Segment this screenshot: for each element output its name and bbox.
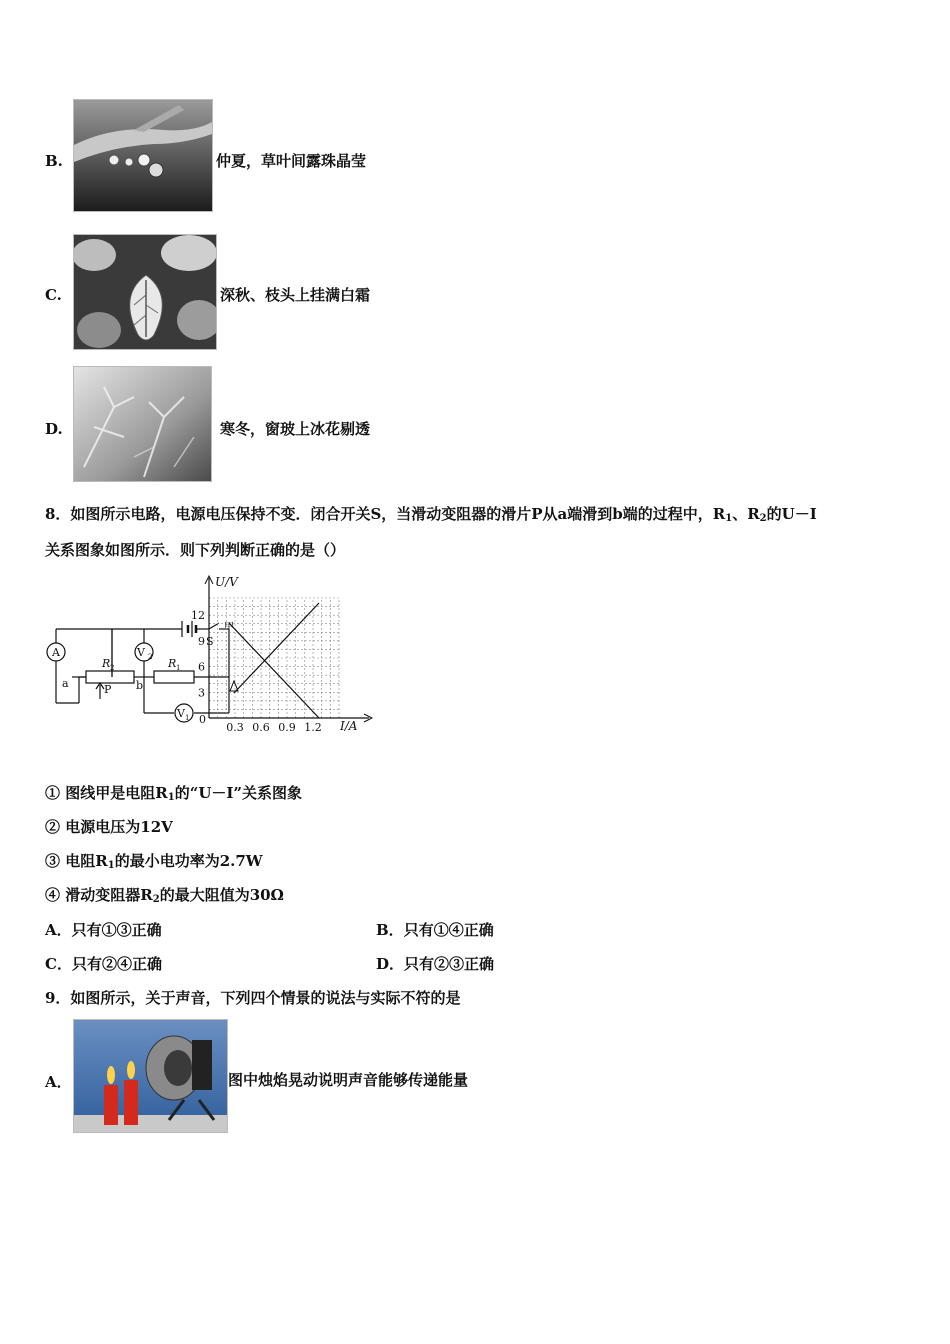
x-tick-label: 0.3 <box>226 721 244 734</box>
q9-stem: 9．如图所示，关于声音，下列四个情景的说法与实际不符的是 <box>45 989 461 1007</box>
end-a-label: a <box>62 677 69 690</box>
x-tick-label: 0.6 <box>252 721 270 734</box>
line-jia <box>229 623 319 718</box>
frost-on-leaves-photo <box>73 234 217 350</box>
choice-b[interactable]: B．只有①④正确 <box>376 921 494 939</box>
choice-c[interactable]: C．只有②④正确 <box>45 955 162 973</box>
origin-label: 0 <box>199 713 206 726</box>
switch-label: S <box>206 635 214 648</box>
y-tick-label: 3 <box>198 686 205 700</box>
x-tick-label: 0.9 <box>278 721 296 734</box>
option-d-text: 寒冬，窗玻上冰花剔透 <box>220 420 371 438</box>
circuit-labels <box>51 635 214 722</box>
line-yi <box>234 603 319 693</box>
choice-a[interactable]: A．只有①③正确 <box>45 921 162 939</box>
y-tick-label: 9 <box>198 634 205 648</box>
x-tick-label: 1.2 <box>304 721 322 734</box>
statement-2: ② 电源电压为12V <box>45 818 173 836</box>
q8-stem-line1: 8．如图所示电路，电源电压保持不变．闭合开关S，当滑动变阻器的滑片P从a端滑到b端的过程中，$R_1$、$R_2$的U－I <box>45 505 817 524</box>
statement-1: ① 图线甲是电阻$R_1$的“U－I”关系图象 <box>45 784 303 803</box>
r2-sub: 2 <box>110 664 115 672</box>
option-b-letter: B. <box>45 152 63 170</box>
dew-drops-on-grass-photo <box>73 99 213 212</box>
r1-sub: 1 <box>176 664 181 672</box>
y-tick-label: 12 <box>191 609 205 623</box>
v2-label: V <box>137 646 145 659</box>
q8-figure <box>44 573 374 743</box>
option-c-text: 深秋、枝头上挂满白霜 <box>220 286 371 304</box>
r1-label: R <box>168 657 177 670</box>
y-tick-label: 6 <box>198 660 205 674</box>
option-b-text: 仲夏，草叶间露珠晶莹 <box>216 152 367 170</box>
end-b-label: b <box>136 679 144 692</box>
v2-sub: 2 <box>148 653 153 661</box>
statement-4: ④ 滑动变阻器$R_2$的最大阻值为30Ω <box>45 886 284 905</box>
candles-and-speaker-photo <box>73 1019 228 1133</box>
q9-option-a-letter: A． <box>45 1073 72 1091</box>
v1-label: V <box>177 707 185 720</box>
slider-p-label: P <box>104 683 112 696</box>
x-axis-label: I/A <box>340 719 358 733</box>
q8-stem-line2: 关系图象如图所示．则下列判断正确的是（） <box>45 541 346 559</box>
q9-option-a-text: 图中烛焰晃动说明声音能够传递能量 <box>228 1071 469 1089</box>
ice-flowers-on-window-photo <box>73 366 212 482</box>
choice-d[interactable]: D．只有②③正确 <box>376 955 495 973</box>
u-i-graph <box>191 575 372 734</box>
statement-3: ③ 电阻$R_1$的最小电功率为2.7W <box>45 852 263 871</box>
line-jia-label: 甲 <box>224 622 234 633</box>
ammeter-label: A <box>52 646 60 659</box>
y-axis-label: U/V <box>215 575 238 589</box>
r2-label: R <box>102 657 111 670</box>
option-c-letter: C. <box>45 286 62 304</box>
v1-sub: 1 <box>185 714 190 722</box>
option-d-letter: D. <box>45 420 63 438</box>
